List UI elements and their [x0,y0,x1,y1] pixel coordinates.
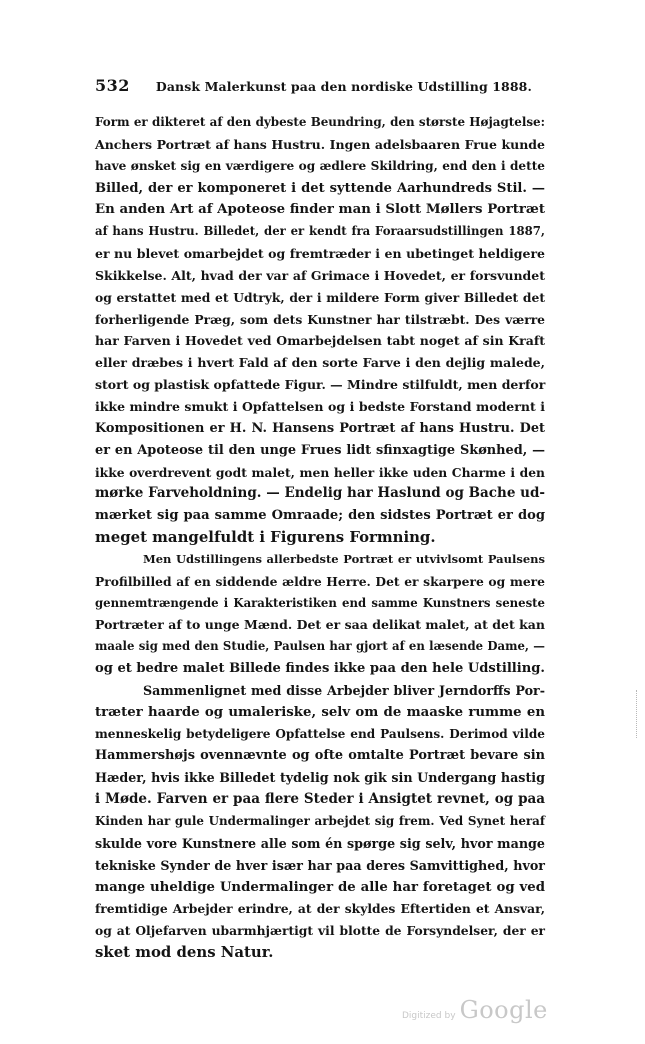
text-line: har Farven i Hovedet ved Omarbejdelsen tabt noget af sin Kraft [95,333,545,349]
text-line: En anden Art af Apoteose finder man i Slott Møllers Portræt [95,202,545,218]
running-title: Dansk Malerkunst paa den nordiske Udstilling 1888. [155,79,532,94]
text-line: er nu blevet omarbejdet og fremtræder i en ubetinget heldigere [95,246,545,262]
page-header [95,76,545,98]
body-text [95,112,545,964]
scan-margin-mark [636,690,638,738]
text-line: i Møde. Farven er paa flere Steder i Ansigtet revnet, og paa [95,791,545,808]
paragraph-first-line: Sammenlignet med disse Arbejder bliver Jerndorffs Por- [143,682,545,698]
text-line: ikke overdrevent godt malet, men heller ikke uden Charme i den [95,464,545,480]
text-line: fremtidige Arbejder erindre, at der skyldes Eftertiden et Ansvar, [95,901,545,917]
text-line: Anchers Portræt af hans Hustru. Ingen adelsbaaren Frue kunde [95,136,545,152]
text-line: Skikkelse. Alt, hvad der var af Grimace i Hovedet, er forsvundet [95,267,545,283]
text-line: Hammershøjs ovennævnte og ofte omtalte Portræt bevare sin [95,748,545,764]
text-line: Billed, der er komponeret i det syttende Aarhundreds Stil. — [95,180,545,196]
text-line: forherligende Præg, som dets Kunstner har tilstræbt. Des værre [95,311,545,327]
text-line: og at Oljefarven ubarmhjærtigt vil blotte de Forsyndelser, der er [95,923,545,939]
paragraph-first-line: Men Udstillingens allerbedste Portræt er utvivlsomt Paulsens [143,551,545,566]
text-line: have ønsket sig en værdigere og ædlere Skildring, end den i dette [95,158,545,173]
text-line: og et bedre malet Billede findes ikke paa den hele Udstilling. [95,661,545,677]
text-line: sket mod dens Natur. [95,943,274,962]
text-line: Kompositionen er H. N. Hansens Portræt af hans Hustru. Det [95,420,545,436]
text-line: menneskelig betydeligere Opfattelse end Paulsens. Derimod vilde [95,726,545,741]
text-line: Kinden har gule Undermalinger arbejdet sig frem. Ved Synet heraf [95,814,545,828]
text-line: og erstattet med et Udtryk, der i mildere Form giver Billedet det [95,289,545,305]
text-line: meget mangelfuldt i Figurens Formning. [95,528,436,547]
text-line: Portræter af to unge Mænd. Det er saa delikat malet, at det kan [95,617,545,633]
text-line: mærket sig paa samme Omraade; den sidstes Portræt er dog [95,508,545,524]
text-line: tekniske Synder de hver især har paa deres Samvittighed, hvor [95,857,545,873]
text-line: af hans Hustru. Billedet, der er kendt fra Foraarsudstillingen 1887, [95,224,545,239]
text-line: Form er dikteret af den dybeste Beundring, den største Højagtelse: [95,115,545,129]
text-line: gennemtrængende i Karakteristiken end samme Kunstners seneste [95,595,545,610]
text-line: træter haarde og umaleriske, selv om de maaske rumme en [95,704,545,720]
page-number: 532 [95,76,130,95]
text-line: Hæder, hvis ikke Billedet tydelig nok gik sin Undergang hastig [95,770,545,786]
text-line: stort og plastisk opfattede Figur. — Mindre stilfuldt, men derfor [95,377,546,393]
text-line: Profilbilled af en siddende ældre Herre. Det er skarpere og mere [95,573,545,589]
text-line: mange uheldige Undermalinger de alle har foretaget og ved [95,879,545,895]
digitized-watermark [402,996,562,1026]
text-line: eller dræbes i hvert Fald af den sorte Farve i den dejlig malede, [95,355,545,371]
text-line: maale sig med den Studie, Paulsen har gjort af en læsende Dame, — [95,639,545,654]
google-logo: Google [459,996,548,1024]
text-line: ikke mindre smukt i Opfattelsen og i bedste Forstand modernt i [95,398,545,414]
watermark-caption: Digitized by [402,1011,456,1021]
text-line: mørke Farveholdning. — Endelig har Haslund og Bache ud- [95,485,545,502]
text-line: er en Apoteose til den unge Frues lidt sfinxagtige Skønhed, — [95,442,545,458]
text-line: skulde vore Kunstnere alle som én spørge sig selv, hvor mange [95,835,545,851]
